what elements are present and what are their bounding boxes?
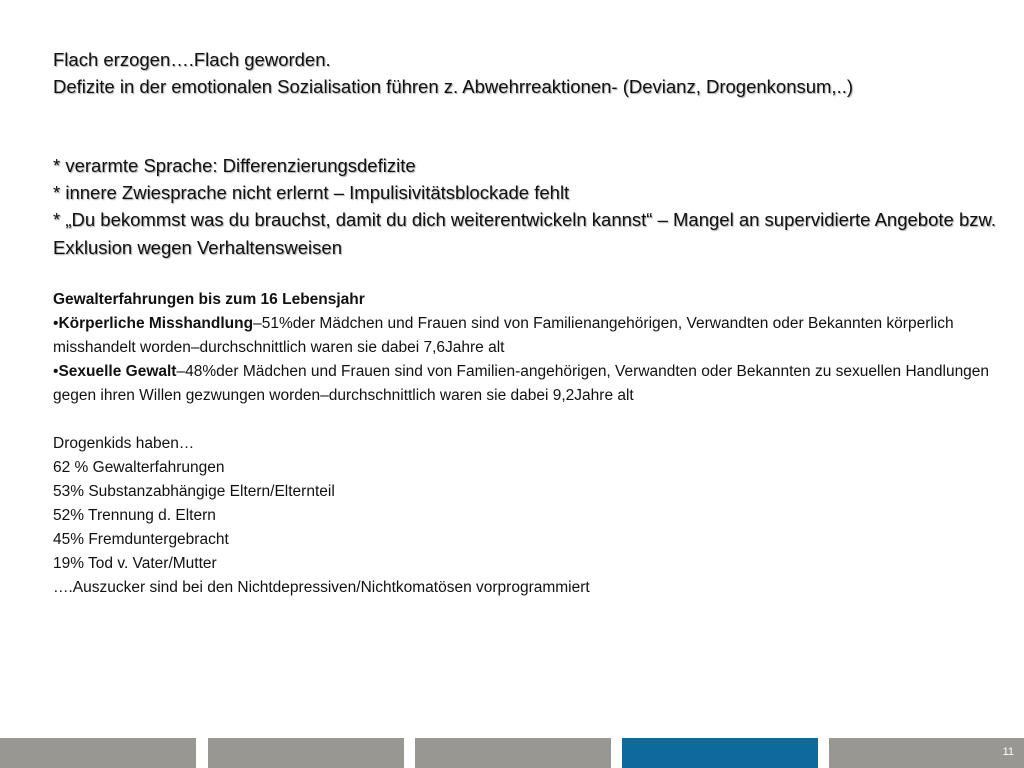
slide-content [53, 46, 1003, 600]
drugkids-intro: Drogenkids haben… [53, 435, 195, 452]
violence-text-physical: –51%der Mädchen und Frauen sind von Familienangehörigen, Verwandten oder Bekannten körperlich misshandelt worden–durchschnittlich waren sie dabei 7,6Jahre alt [53, 315, 954, 356]
violence-text-sexual: –48%der Mädchen und Frauen sind von Familien-angehörigen, Verwandten oder Bekannten zu sexuellen Handlungen gegen ihren Willen gezwungen worden–durchschnittlich waren sie dabei 9,2Jahre alt [53, 363, 990, 404]
drugkids-line-5: 19% Tod v. Vater/Mutter [53, 555, 217, 572]
spacer [53, 100, 1003, 152]
slide-number: 11 [1002, 746, 1014, 758]
violence-term-sexual: Sexuelle Gewalt [58, 363, 177, 380]
violence-heading: Gewalterfahrungen bis zum 16 Lebensjahr [53, 291, 365, 308]
violence-item-physical [53, 312, 1003, 360]
point-3: * „Du bekommst was du brauchst, damit du dich weiterentwickeln kannst“ – Mangel an supervidierte Angebote bzw. Exklusion wegen Verhaltensweisen [53, 209, 996, 258]
spacer [53, 262, 1003, 288]
drugkids-line-2: 53% Substanzabhängige Eltern/Elternteil [53, 483, 335, 500]
drugkids-line-6: ….Auszucker sind bei den Nichtdepressiven/Nichtkomatösen vorprogrammiert [53, 579, 590, 596]
footer-segment-1 [0, 738, 196, 768]
violence-item-sexual [53, 360, 1003, 408]
drugkids-line-4: 45% Fremduntergebracht [53, 531, 229, 548]
footer-segment-4-active [622, 738, 818, 768]
bullet: • [53, 363, 59, 380]
drugkids-line-3: 52% Trennung d. Eltern [53, 507, 216, 524]
slide-title-line-1: Flach erzogen….Flach geworden. [53, 49, 331, 70]
point-1: * verarmte Sprache: Differenzierungsdefizite [53, 155, 416, 176]
slide-title-line-2: Defizite in der emotionalen Sozialisation führen z. Abwehrreaktionen- (Devianz, Drogenkonsum,..) [53, 76, 854, 97]
bullet: • [53, 315, 59, 332]
violence-term-physical: Körperliche Misshandlung [58, 315, 254, 332]
footer-segment-3 [415, 738, 611, 768]
drugkids-line-1: 62 % Gewalterfahrungen [53, 459, 225, 476]
spacer [53, 408, 1003, 432]
footer-bar-strip [0, 738, 1024, 768]
point-2: * innere Zwiesprache nicht erlernt – Impulisivitätsblockade fehlt [53, 182, 570, 203]
footer-segment-5 [829, 738, 1024, 768]
footer-segment-2 [208, 738, 404, 768]
